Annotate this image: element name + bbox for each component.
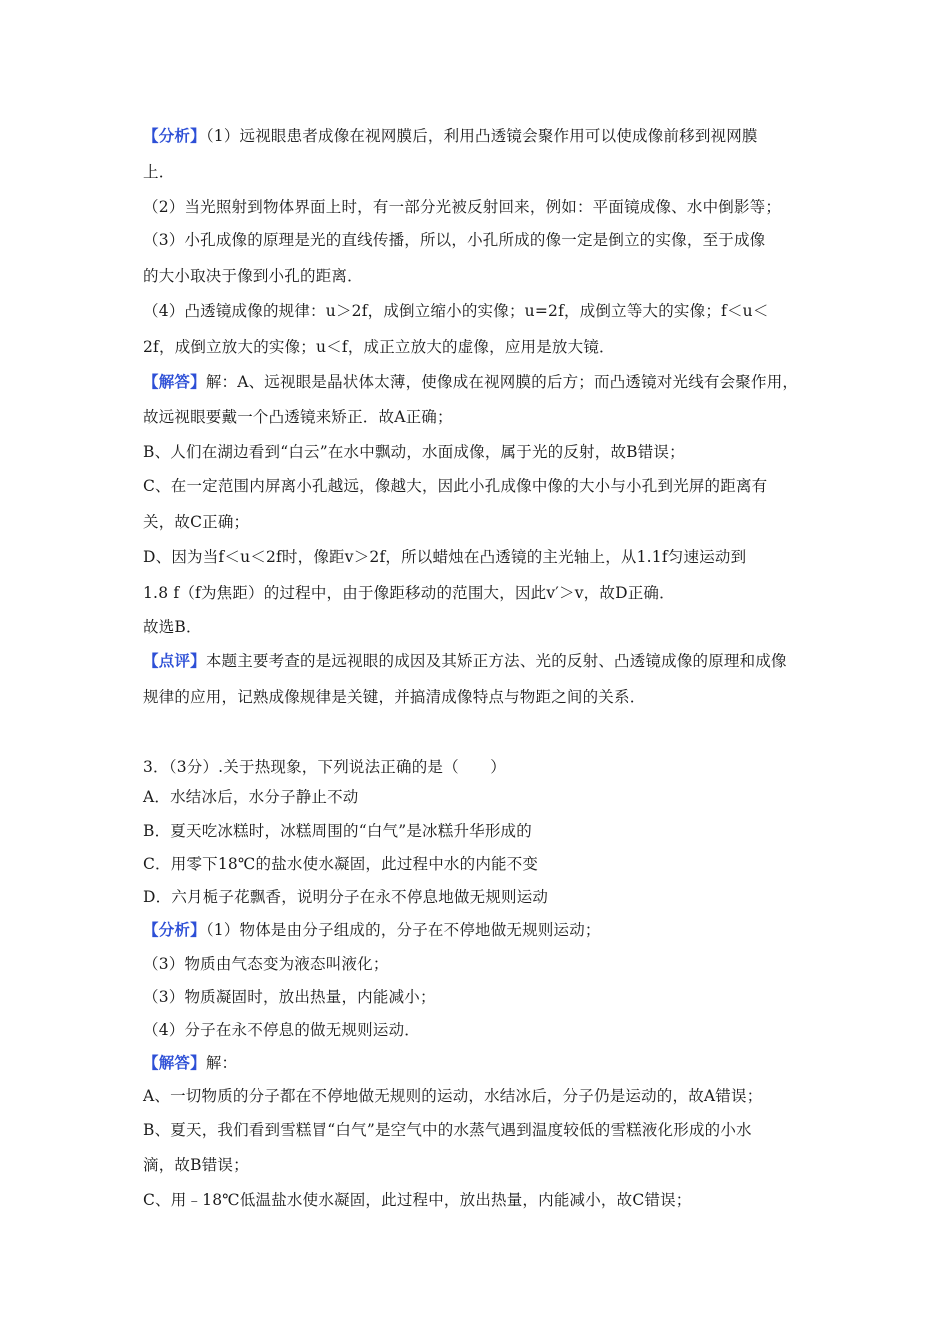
q2-analysis-line-7: 2f，成倒立放大的实像；u＜f，成正立放大的虚像，应用是放大镜． [143,338,615,356]
q3-analysis-tag: 【分析】 [143,920,206,939]
q2-comment-line-1: 【点评】本题主要考查的是远视眼的成因及其矫正方法、光的反射、凸透镜成像的原理和成像 [143,651,787,670]
q3-stem: 3．（3分）.关于热现象，下列说法正确的是（ ） [143,758,506,776]
q3-solution-line-1: 【解答】解： [143,1053,238,1072]
q2-solution-line-7: 1.8 f（f为焦距）的过程中，由于像距移动的范围大，因此v′＞v，故D正确． [143,584,675,602]
q3-option-c: C．用零下18℃的盐水使水凝固，此过程中水的内能不变 [143,855,539,873]
q2-analysis-line-4: （3）小孔成像的原理是光的直线传播，所以，小孔所成的像一定是倒立的实像，至于成像 [143,231,766,249]
q3-solution-line-3: B、夏天，我们看到雪糕冒“白气”是空气中的水蒸气遇到温度较低的雪糕液化形成的小水 [143,1121,752,1139]
q2-comment-line-2: 规律的应用，记熟成像规律是关键，并搞清成像特点与物距之间的关系． [143,688,646,706]
q2-solution-line-3: B、人们在湖边看到“白云”在水中飘动，水面成像，属于光的反射，故B错误； [143,443,685,461]
q2-analysis-line-2: 上． [143,163,175,181]
q2-solution-line-8: 故选B． [143,618,202,636]
q2-solution-line-6: D、因为当f＜u＜2f时，像距v＞2f，所以蜡烛在凸透镜的主光轴上，从1.1f匀速运动到 [143,548,747,566]
q2-solution-line-5: 关，故C正确； [143,513,250,531]
q3-option-d: D．六月栀子花飘香，说明分子在永不停息地做无规则运动 [143,888,549,906]
q2-analysis-line-6: （4）凸透镜成像的规律：u＞2f，成倒立缩小的实像；u=2f，成倒立等大的实像；f＜u＜ [143,302,769,320]
q3-solution-line-4: 滴，故B错误； [143,1156,249,1174]
q3-analysis-line-2: （3）物质由气态变为液态叫液化； [143,955,389,973]
q2-solution-line-1: 【解答】解：A、远视眼是晶状体太薄，使像成在视网膜的后方；而凸透镜对光线有会聚作用， [143,372,799,391]
q3-solution-line-2: A、一切物质的分子都在不停地做无规则的运动，水结冰后，分子仍是运动的，故A错误； [143,1087,763,1105]
q3-solution-line-5: C、用﹣18℃低温盐水使水凝固，此过程中，放出热量，内能减小，故C错误； [143,1191,692,1209]
q2-analysis-line-3: （2）当光照射到物体界面上时，有一部分光被反射回来，例如：平面镜成像、水中倒影等； [143,198,782,216]
q2-solution-line-4: C、在一定范围内屏离小孔越远，像越大，因此小孔成像中像的大小与小孔到光屏的距离有 [143,477,768,495]
q3-analysis-line-3: （3）物质凝固时，放出热量，内能减小； [143,988,436,1006]
q2-solution-tag: 【解答】 [143,372,206,391]
q2-solution-line-2: 故远视眼要戴一个凸透镜来矫正．故A正确； [143,408,453,426]
q3-analysis-line-1: 【分析】（1）物体是由分子组成的，分子在不停地做无规则运动； [143,920,601,939]
q3-option-a: A．水结冰后，水分子静止不动 [143,788,359,806]
q3-solution-tag: 【解答】 [143,1053,206,1072]
q2-analysis-tag: 【分析】 [143,126,206,145]
q3-analysis-line-4: （4）分子在永不停息的做无规则运动． [143,1021,420,1039]
q2-analysis-line-1: 【分析】（1）远视眼患者成像在视网膜后，利用凸透镜会聚作用可以使成像前移到视网膜 [143,126,758,145]
q3-option-b: B．夏天吃冰糕时，冰糕周围的“白气”是冰糕升华形成的 [143,822,532,840]
q2-analysis-line-5: 的大小取决于像到小孔的距离． [143,267,363,285]
q2-comment-tag: 【点评】 [143,651,206,670]
